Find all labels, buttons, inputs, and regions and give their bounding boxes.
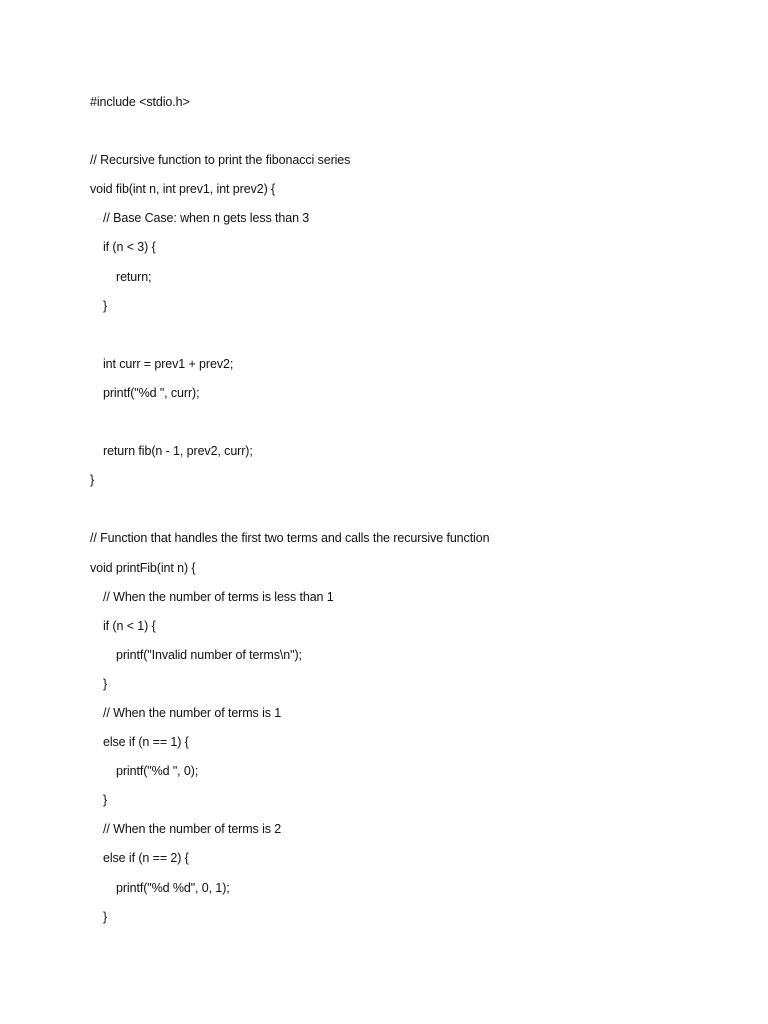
code-line: printf("%d ", 0);	[116, 764, 199, 779]
code-line: // Base Case: when n gets less than 3	[103, 211, 310, 226]
blank-line	[90, 321, 730, 350]
code-line: }	[103, 676, 108, 691]
code-line: else if (n == 1) {	[103, 735, 189, 750]
code-line: if (n < 3) {	[103, 240, 156, 255]
code-line: #include <stdio.h>	[90, 95, 190, 109]
code-line: }	[90, 473, 95, 488]
code-line: void printFib(int n) {	[90, 560, 196, 575]
code-line: void fib(int n, int prev1, int prev2) {	[90, 182, 276, 197]
code-listing	[90, 88, 730, 932]
code-line: }	[103, 793, 108, 808]
code-line: return fib(n - 1, prev2, curr);	[103, 444, 253, 459]
code-line: }	[103, 298, 108, 313]
code-line: else if (n == 2) {	[103, 851, 189, 866]
code-line: }	[103, 909, 108, 924]
code-line: if (n < 1) {	[103, 618, 156, 633]
blank-line	[90, 117, 730, 146]
blank-line	[90, 408, 730, 437]
blank-line	[90, 495, 730, 524]
code-line: int curr = prev1 + prev2;	[103, 356, 234, 371]
code-line: printf("%d ", curr);	[103, 385, 200, 400]
code-line: // Recursive function to print the fibonacci series	[90, 153, 351, 168]
code-line: // When the number of terms is 2	[103, 822, 282, 837]
code-line: printf("%d %d", 0, 1);	[116, 880, 230, 895]
code-line: // When the number of terms is 1	[103, 705, 282, 720]
code-line: return;	[116, 269, 152, 284]
code-line: // When the number of terms is less than 1	[103, 589, 334, 604]
code-line: printf("Invalid number of terms\n");	[116, 647, 302, 662]
code-line: // Function that handles the first two terms and calls the recursive function	[90, 531, 490, 546]
